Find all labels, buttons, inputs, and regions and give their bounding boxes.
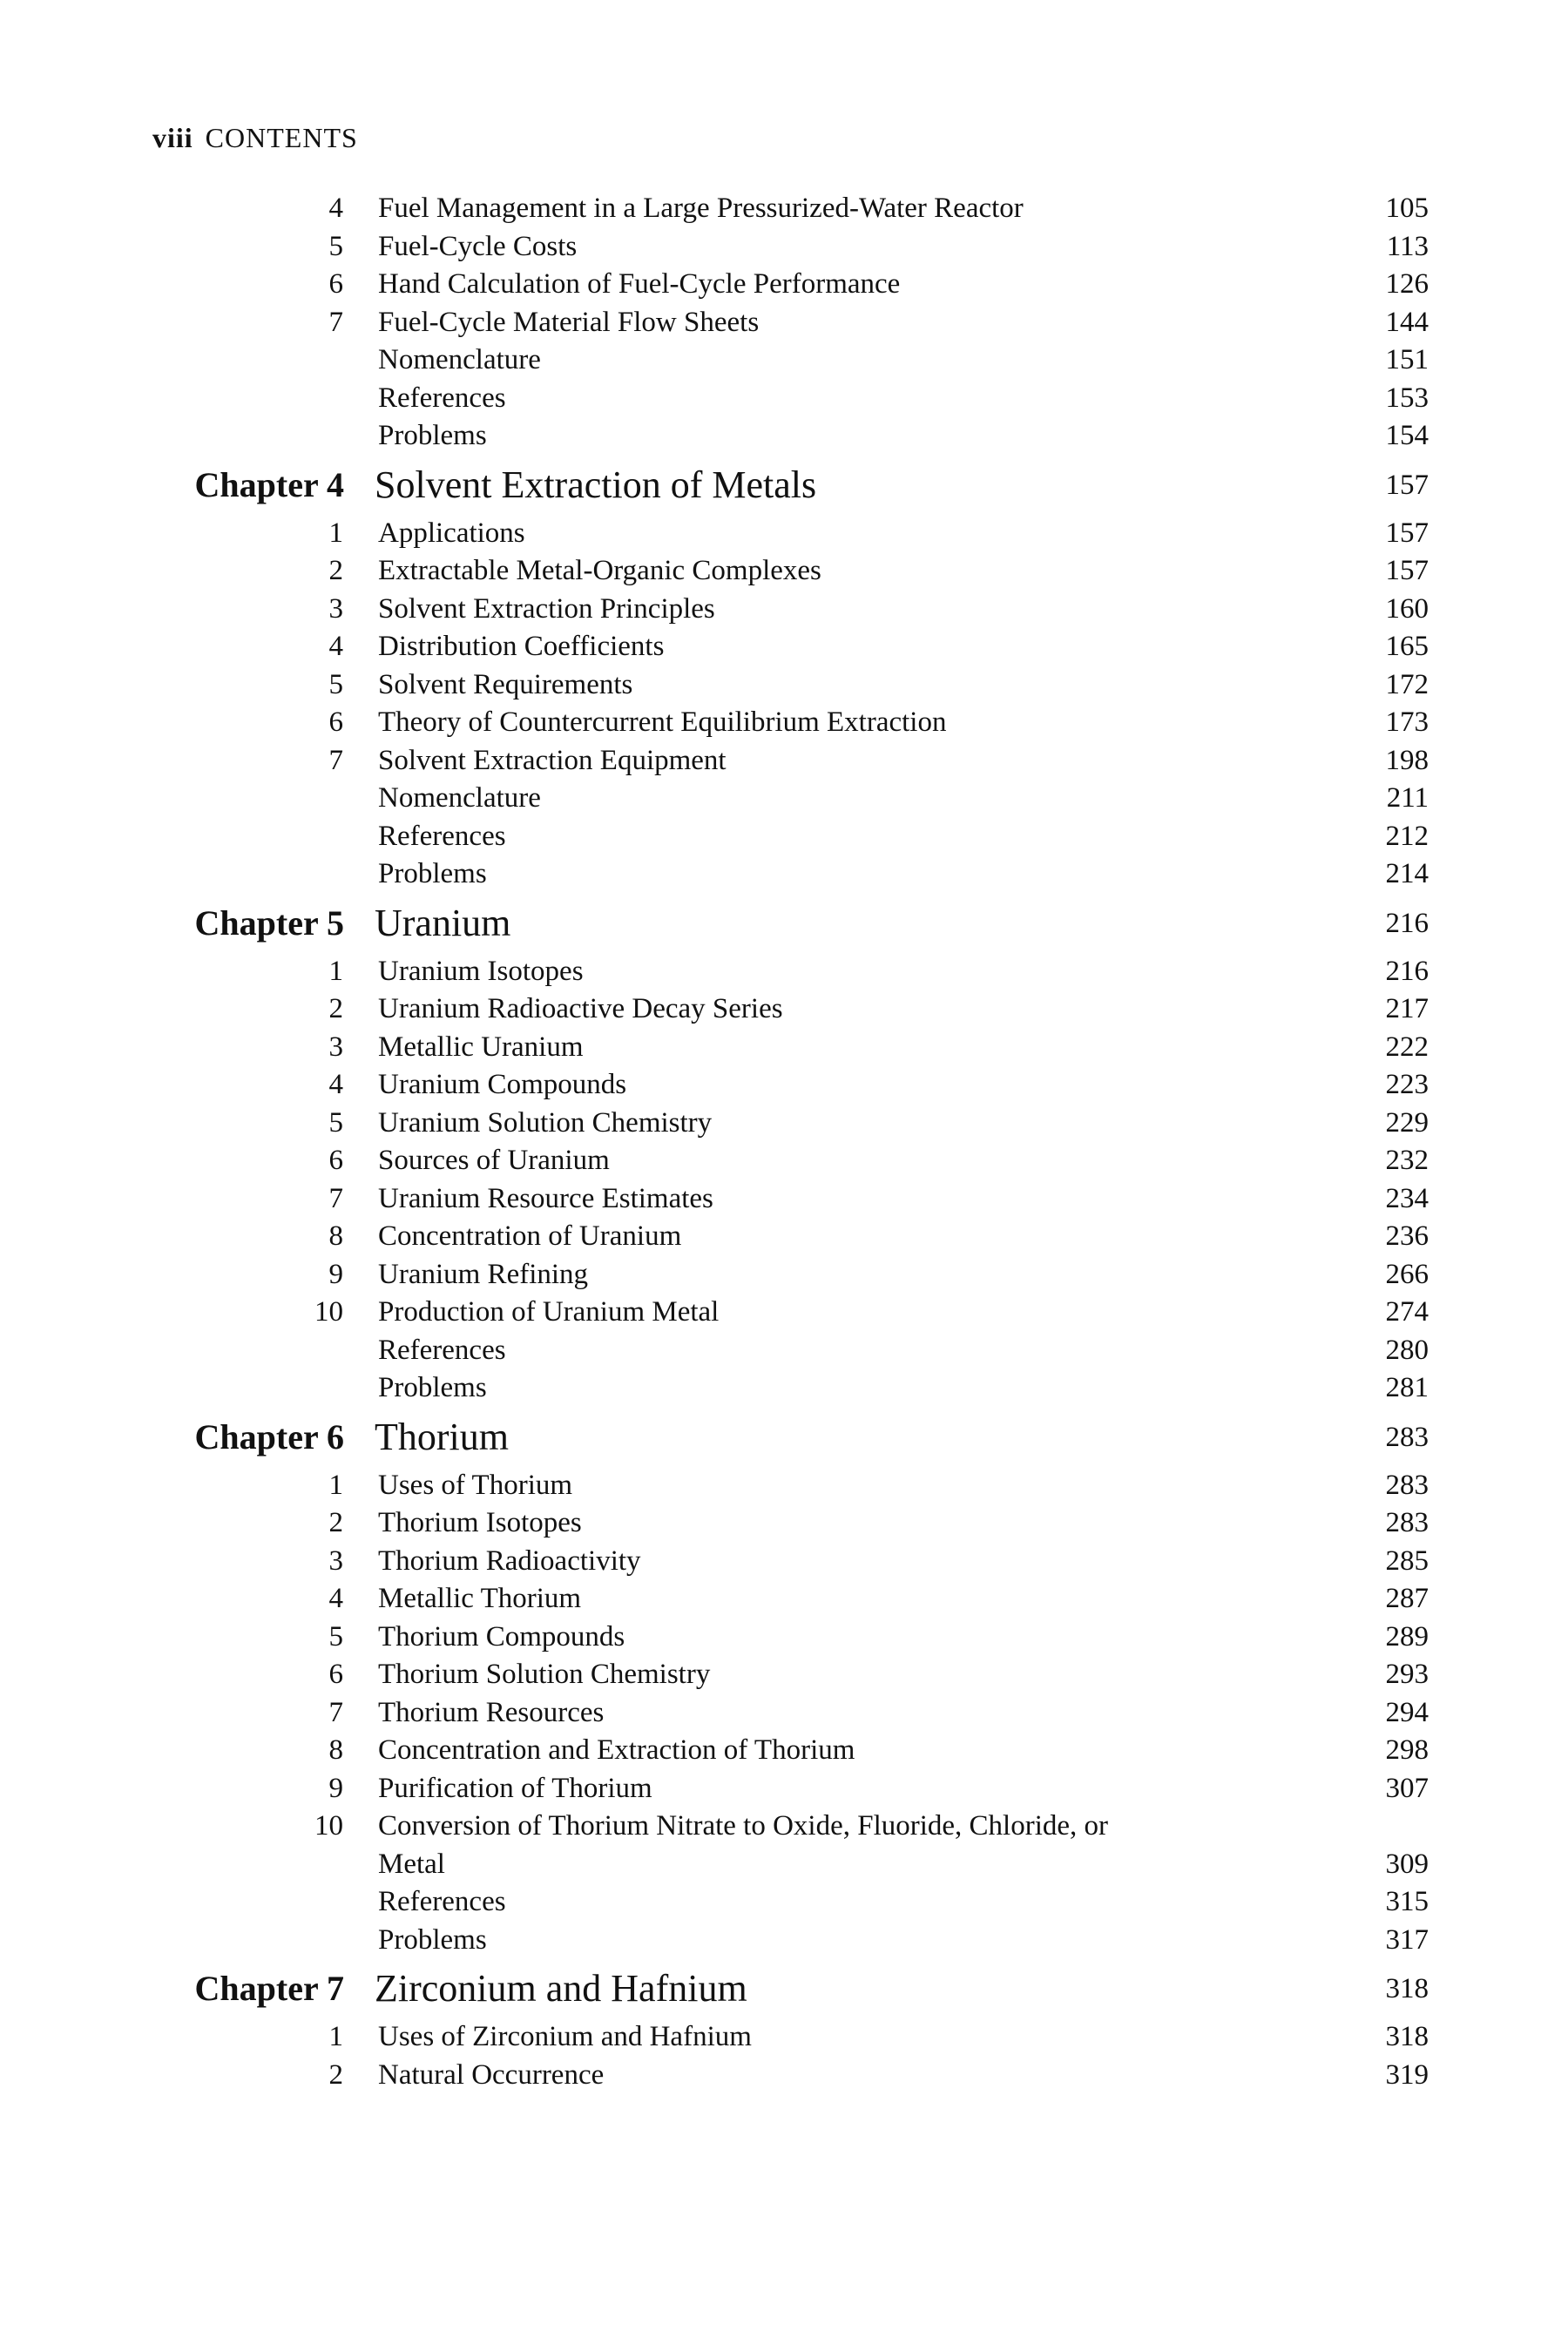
section-page: 298 [1385,1734,1429,1766]
section-number: 3 [328,592,343,625]
section-title[interactable]: Theory of Countercurrent Equilibrium Extraction [378,706,947,738]
section-number: 6 [328,268,343,300]
chapter-page: 157 [1385,469,1429,501]
section-number: 5 [328,230,343,262]
toc-entry[interactable] [0,1332,1568,1370]
section-page: 154 [1385,420,1429,451]
section-page: 211 [1386,782,1429,814]
page-number: viii [152,122,193,153]
section-page: 151 [1385,344,1429,375]
section-number: 6 [328,1145,343,1176]
section-number: 5 [328,668,343,700]
section-number: 4 [328,631,343,662]
toc-entry[interactable] [0,552,1568,591]
section-number: 1 [328,1469,343,1501]
section-title[interactable]: Metallic Thorium [378,1583,582,1614]
section-page: 315 [1385,1886,1429,1917]
chapter-label: Chapter 6 [194,1416,344,1456]
section-title[interactable]: Nomenclature [378,344,541,375]
chapter-title[interactable]: Uranium [375,901,511,944]
toc-entry[interactable] [0,304,1568,342]
toc-entry[interactable] [0,515,1568,553]
toc-entry[interactable] [0,1218,1568,1256]
section-number: 6 [328,1659,343,1690]
toc-entry[interactable] [0,190,1568,228]
section-page: 317 [1385,1923,1429,1956]
section-title[interactable]: Fuel-Cycle Costs [378,230,578,262]
section-number: 8 [328,1734,343,1766]
toc-entry[interactable] [0,1142,1568,1180]
section-page: 153 [1385,382,1429,414]
section-number: 8 [328,1220,343,1252]
section-page: 287 [1385,1583,1429,1614]
section-number: 7 [328,1696,343,1728]
section-page: 212 [1385,820,1429,852]
section-number: 1 [328,517,343,549]
section-page: 309 [1385,1848,1429,1880]
section-number: 3 [328,1031,343,1063]
section-number: 3 [328,1544,343,1577]
section-title[interactable]: Concentration of Uranium [378,1220,682,1252]
section-page: 157 [1385,517,1429,549]
toc-entry[interactable] [0,2018,1568,2057]
section-page: 294 [1385,1696,1429,1728]
section-page: 318 [1385,2021,1429,2052]
section-title[interactable]: Thorium Solution Chemistry [378,1659,711,1690]
section-number: 2 [328,555,343,586]
chapter-label: Chapter 5 [194,902,344,943]
section-number: 2 [328,1507,343,1538]
section-number: 7 [328,1182,343,1214]
section-page: 274 [1385,1296,1429,1328]
toc-entry[interactable] [0,704,1568,742]
section-page: 173 [1385,706,1429,738]
toc-entry[interactable] [0,228,1568,267]
chapter-page: 216 [1385,907,1429,939]
section-title[interactable]: Uranium Resource Estimates [378,1182,713,1214]
toc-entry[interactable] [0,1580,1568,1619]
section-title[interactable]: Fuel-Cycle Material Flow Sheets [378,306,760,338]
section-number: 10 [314,1296,343,1328]
chapter-heading[interactable] [0,459,1568,511]
section-number: 4 [328,1069,343,1100]
chapter-title[interactable]: Solvent Extraction of Metals [375,463,817,506]
toc-entry[interactable] [0,1922,1568,1960]
section-page: 165 [1385,631,1429,662]
section-page: 266 [1385,1258,1429,1290]
toc-entry[interactable] [0,780,1568,818]
toc-entry[interactable] [0,417,1568,456]
chapter-label: Chapter 4 [194,464,344,504]
section-number: 2 [328,993,343,1024]
section-title[interactable]: Thorium Isotopes [378,1507,582,1538]
toc-entry[interactable] [0,341,1568,380]
section-title[interactable]: Conversion of Thorium Nitrate to Oxide, Fluoride, Chloride, or Metal [378,1810,1109,1880]
toc-entry[interactable] [0,1770,1568,1808]
section-page: 234 [1385,1182,1429,1214]
table-of-contents [0,190,1568,2094]
section-title[interactable]: Problems [378,858,487,889]
section-title[interactable]: Concentration and Extraction of Thorium [378,1734,855,1766]
section-page: 307 [1385,1772,1429,1804]
toc-entry[interactable] [0,1180,1568,1219]
section-number: 7 [328,744,343,776]
section-page: 283 [1385,1507,1429,1538]
section-title[interactable]: Nomenclature [378,782,541,814]
chapter-heading[interactable] [0,1411,1568,1463]
section-title[interactable]: Uses of Zirconium and Hafnium [378,2021,752,2052]
section-page: 113 [1386,230,1429,262]
chapter-page: 318 [1385,1973,1429,2004]
chapter-heading[interactable] [0,897,1568,950]
toc-entry[interactable] [0,1732,1568,1770]
toc-entry[interactable] [0,818,1568,856]
toc-entry[interactable] [0,1467,1568,1505]
section-page: 214 [1385,858,1429,889]
section-title[interactable]: References [378,820,506,852]
section-page: 229 [1385,1106,1429,1139]
toc-entry[interactable] [0,1105,1568,1143]
section-number: 2 [328,2058,343,2091]
toc-entry[interactable] [0,1694,1568,1733]
section-number: 5 [328,1620,343,1652]
section-title[interactable]: Thorium Radioactivity [378,1544,641,1577]
section-page: 232 [1385,1145,1429,1176]
section-title[interactable]: Production of Uranium Metal [378,1296,720,1328]
section-page: 105 [1385,193,1429,224]
section-title[interactable]: References [378,1886,506,1917]
toc-entry[interactable] [0,953,1568,991]
toc-entry[interactable] [0,628,1568,666]
section-number: 7 [328,306,343,338]
section-number: 9 [328,1258,343,1290]
section-title[interactable]: References [378,382,506,414]
section-title[interactable]: Sources of Uranium [378,1145,610,1176]
section-number: 9 [328,1772,343,1804]
chapter-label: Chapter 7 [194,1969,344,2008]
section-title[interactable]: Uses of Thorium [378,1469,573,1501]
section-number: 6 [328,706,343,738]
section-page: 236 [1385,1220,1429,1252]
section-page: 223 [1385,1069,1429,1100]
section-page: 319 [1385,2058,1429,2091]
toc-entry[interactable] [0,666,1568,705]
toc-entry[interactable] [0,1504,1568,1543]
toc-entry[interactable] [0,1883,1568,1922]
toc-entry[interactable] [0,591,1568,629]
section-page: 160 [1385,592,1429,625]
section-title[interactable]: Solvent Extraction Principles [378,592,715,625]
toc-entry[interactable] [0,1256,1568,1294]
toc-entry[interactable] [0,1369,1568,1408]
section-title[interactable]: Uranium Refining [378,1258,589,1290]
section-page: 281 [1385,1372,1429,1403]
section-title[interactable]: Thorium Resources [378,1696,605,1728]
toc-entry[interactable] [0,855,1568,894]
header-title: CONTENTS [205,122,358,153]
section-title[interactable]: References [378,1334,506,1366]
section-title[interactable]: Uranium Compounds [378,1069,627,1100]
section-page: 216 [1385,955,1429,987]
toc-entry[interactable] [0,380,1568,418]
section-title[interactable]: Problems [378,1923,487,1956]
toc-entry[interactable] [0,1656,1568,1694]
page-header [152,122,358,154]
section-title[interactable]: Extractable Metal-Organic Complexes [378,555,821,586]
section-title[interactable]: Uranium Solution Chemistry [378,1106,713,1139]
section-title[interactable]: Natural Occurrence [378,2058,605,2091]
section-title[interactable]: Uranium Isotopes [378,955,584,987]
section-page: 144 [1385,306,1429,338]
section-page: 280 [1385,1334,1429,1366]
section-number: 4 [328,1583,343,1614]
section-page: 126 [1385,268,1429,300]
section-title[interactable]: Thorium Compounds [378,1620,625,1652]
section-title[interactable]: Applications [378,517,525,549]
section-number: 5 [328,1106,343,1139]
toc-entry[interactable] [0,1066,1568,1105]
section-title[interactable]: Metallic Uranium [378,1031,584,1063]
section-number: 1 [328,955,343,987]
section-number: 4 [328,193,343,224]
section-title[interactable]: Solvent Extraction Equipment [378,744,727,776]
chapter-heading[interactable] [0,1963,1568,2015]
section-number: 1 [328,2021,343,2052]
toc-entry[interactable] [0,1294,1568,1332]
section-page: 293 [1385,1659,1429,1690]
section-number: 10 [314,1810,343,1842]
chapter-page: 283 [1385,1421,1429,1453]
section-title[interactable]: Problems [378,420,487,451]
section-page: 172 [1385,668,1429,700]
toc-entry[interactable] [0,1543,1568,1581]
toc-entry[interactable] [0,1619,1568,1657]
section-title[interactable]: Distribution Coefficients [378,631,665,662]
section-page: 222 [1385,1031,1429,1063]
toc-entry[interactable] [0,742,1568,781]
section-title[interactable]: Fuel Management in a Large Pressurized-Water Reactor [378,193,1024,224]
section-title[interactable]: Purification of Thorium [378,1772,652,1804]
section-title[interactable]: Problems [378,1372,487,1403]
section-page: 283 [1385,1469,1429,1501]
section-page: 285 [1385,1544,1429,1577]
toc-entry[interactable] [0,990,1568,1029]
section-title[interactable]: Hand Calculation of Fuel-Cycle Performance [378,268,901,300]
section-page: 289 [1385,1620,1429,1652]
section-page: 198 [1385,744,1429,776]
section-page: 217 [1385,993,1429,1024]
chapter-title[interactable]: Thorium [375,1415,509,1458]
chapter-title[interactable]: Zirconium and Hafnium [375,1967,747,2010]
toc-entry[interactable] [0,2057,1568,2095]
section-title[interactable]: Solvent Requirements [378,668,633,700]
toc-entry[interactable] [0,1808,1568,1883]
toc-entry[interactable] [0,266,1568,304]
section-title[interactable]: Uranium Radioactive Decay Series [378,993,783,1024]
toc-entry[interactable] [0,1029,1568,1067]
section-page: 157 [1385,555,1429,586]
